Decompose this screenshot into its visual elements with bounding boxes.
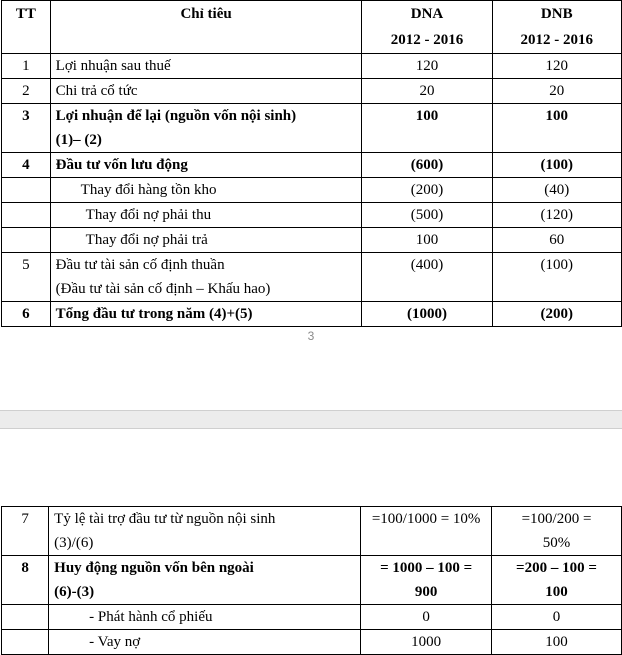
page-break — [0, 410, 622, 429]
table-row — [2, 605, 622, 630]
row-tt: 7 — [2, 507, 49, 556]
row-label: Lợi nhuận sau thuế — [50, 54, 362, 79]
row-dna-line1: = 1000 – 100 = — [380, 560, 473, 576]
row-dnb-line1: =100/200 = — [521, 511, 592, 527]
row-dnb: 100 — [491, 630, 621, 655]
row-dna — [361, 507, 492, 556]
row-label-line2: (Đầu tư tài sản cố định – Khấu hao) — [55, 281, 271, 297]
row-tt — [2, 228, 51, 253]
table-row — [2, 54, 622, 79]
row-tt: 6 — [2, 302, 51, 327]
header-dna-period: 2012 - 2016 — [390, 32, 464, 48]
row-label — [50, 253, 362, 302]
row-label: - Vay nợ — [49, 630, 361, 655]
row-dnb: 100 — [492, 104, 622, 153]
row-dnb: 120 — [492, 54, 622, 79]
table-row — [2, 253, 622, 302]
row-dnb: (40) — [492, 178, 622, 203]
row-dna: 100 — [362, 104, 492, 153]
row-label-line2: (3)/(6) — [54, 535, 94, 551]
row-dnb: 20 — [492, 79, 622, 104]
row-dna-line1: =100/1000 = 10% — [371, 511, 481, 527]
table-row — [2, 507, 622, 556]
investment-table-page2 — [1, 506, 622, 655]
row-label — [49, 507, 361, 556]
row-dnb-line2: 100 — [545, 584, 568, 600]
row-dna: (500) — [362, 203, 492, 228]
table-row — [2, 302, 622, 327]
row-dnb: (100) — [492, 253, 622, 302]
row-dna: 0 — [361, 605, 492, 630]
row-dnb: (200) — [492, 302, 622, 327]
row-dnb-line1: =200 – 100 = — [516, 560, 597, 576]
header-dnb-period: 2012 - 2016 — [520, 32, 593, 48]
table-row — [2, 228, 622, 253]
row-label-line1: Đầu tư tài sản cố định thuần — [55, 257, 225, 273]
row-tt: 1 — [2, 54, 51, 79]
row-tt — [2, 605, 49, 630]
table-row — [2, 178, 622, 203]
row-tt: 4 — [2, 153, 51, 178]
header-tt: TT — [2, 1, 51, 54]
row-label: Chi trả cổ tức — [50, 79, 362, 104]
row-label-line1: Tỷ lệ tài trợ đầu tư từ nguồn nội sinh — [54, 511, 276, 527]
row-dnb — [491, 507, 621, 556]
row-dnb: 0 — [491, 605, 621, 630]
page-number: 3 — [307, 329, 315, 343]
row-label-line1: Lợi nhuận để lại (nguồn vốn nội sinh) — [55, 108, 297, 124]
investment-table-page1 — [1, 0, 622, 327]
row-dnb: (120) — [492, 203, 622, 228]
row-tt — [2, 630, 49, 655]
row-dna — [361, 556, 492, 605]
row-dna: 120 — [362, 54, 492, 79]
row-label-line2: (1)– (2) — [55, 132, 102, 148]
table-header-row — [2, 1, 622, 54]
header-dna-name: DNA — [410, 6, 444, 22]
row-dna-line2: 900 — [414, 584, 438, 600]
row-dnb-line2: 50% — [542, 535, 571, 551]
row-dna: 1000 — [361, 630, 492, 655]
row-label-line2: (6)-(3) — [54, 584, 95, 600]
row-dna: 20 — [362, 79, 492, 104]
row-tt — [2, 203, 51, 228]
row-dnb — [491, 556, 621, 605]
row-tt: 3 — [2, 104, 51, 153]
row-tt: 5 — [2, 253, 51, 302]
row-dna: (200) — [362, 178, 492, 203]
row-dna: (600) — [362, 153, 492, 178]
header-dnb-name: DNB — [540, 6, 573, 22]
table-row — [2, 79, 622, 104]
table-row — [2, 104, 622, 153]
row-label: Đầu tư vốn lưu động — [50, 153, 362, 178]
row-label: Thay đổi nợ phải trả — [50, 228, 362, 253]
row-label: - Phát hành cổ phiếu — [49, 605, 361, 630]
row-dna: (1000) — [362, 302, 492, 327]
row-label: Thay đổi hàng tồn kho — [50, 178, 362, 203]
row-label — [49, 556, 361, 605]
row-tt: 8 — [2, 556, 49, 605]
table-row — [2, 556, 622, 605]
header-dnb — [492, 1, 622, 54]
table-row — [2, 630, 622, 655]
table-row — [2, 153, 622, 178]
row-label-line1: Huy động nguồn vốn bên ngoài — [54, 560, 254, 576]
row-dna: (400) — [362, 253, 492, 302]
row-tt: 2 — [2, 79, 51, 104]
header-chi-tieu: Chỉ tiêu — [50, 1, 362, 54]
row-label: Tổng đầu tư trong năm (4)+(5) — [50, 302, 362, 327]
row-label: Thay đổi nợ phải thu — [50, 203, 362, 228]
row-dna: 100 — [362, 228, 492, 253]
row-label — [50, 104, 362, 153]
row-dnb: (100) — [492, 153, 622, 178]
header-dna — [362, 1, 492, 54]
row-tt — [2, 178, 51, 203]
table-row — [2, 203, 622, 228]
row-dnb: 60 — [492, 228, 622, 253]
